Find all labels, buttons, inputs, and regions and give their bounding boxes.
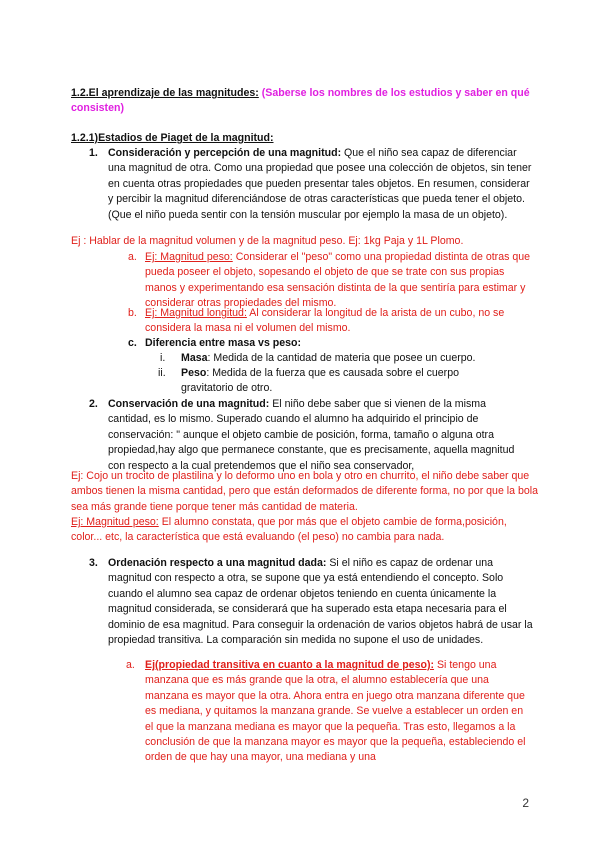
item-2-marker: 2.: [89, 398, 98, 410]
example-3-label: Ej: Magnitud peso:: [71, 516, 159, 528]
sub-3a-marker: a.: [126, 659, 135, 671]
sub-b-text: Al considerar la longitud de la arista de un cubo, no se considera la masa ni el volumen del mismo.: [145, 307, 505, 335]
item-2: [108, 397, 523, 474]
item-3-title: Ordenación respecto a una magnitud dada:: [108, 557, 327, 569]
sub-c-ii-text: : Medida de la fuerza que es causada sobre el cuerpo gravitatorio de otro.: [181, 367, 459, 395]
item-1: [108, 146, 533, 223]
sub-c-i-text: : Medida de la cantidad de materia que posee un cuerpo.: [207, 352, 476, 364]
sub-3a-label: Ej(propiedad transitiva en cuanto a la magnitud de peso):: [145, 659, 435, 671]
example-1: Ej : Hablar de la magnitud volumen y de la magnitud peso. Ej: 1kg Paja y 1L Plomo.: [71, 235, 464, 247]
sub-a: [145, 250, 535, 312]
sub-c-title: Diferencia entre masa vs peso:: [145, 337, 302, 349]
example-3: [71, 515, 526, 546]
item-3-text: Si el niño es capaz de ordenar una magnitud con respecto a otra, se supone que ya está entendiendo el concepto. Solo cuando el alumno sea capaz de ordenar objetos teniendo en cuenta únicamente la magnitud considerada, se considerará que ha superado esta etapa necesaria para el dominio de esa magnitud. Para conseguir la ordenación de varios objetos habrá de usar la propiedad transitiva. La comparación sin medida no supone el uso de unidades.: [108, 557, 533, 647]
sub-c-ii-term: Peso: [181, 367, 207, 379]
page-number: 2: [522, 796, 529, 810]
item-1-marker: 1.: [89, 147, 98, 159]
heading-title: 1.2.El aprendizaje de las magnitudes:: [71, 87, 259, 99]
sub-c-i: [181, 351, 535, 366]
example-2: Ej: Cojo un trocito de plastilina y lo deformo uno en bola y otro en churrito, el niño debe saber que ambos tienen la misma cantidad, pero que están deformados de diferente forma, no por que la bola sea más grande tiene porque tener más cantidad de materia.: [71, 470, 538, 513]
sub-3a: [145, 658, 533, 766]
sub-c-marker: c.: [128, 337, 137, 349]
sub-b-marker: b.: [128, 307, 137, 319]
sub-b-label: Ej: Magnitud longitud:: [145, 307, 247, 319]
sub-b: [145, 306, 535, 337]
sub-3a-text: Si tengo una manzana que es más grande que la otra, el alumno establecería que una manzana es mayor que la otra. Ahora entra en juego otra manzana diferente que es mediana, y quitamos la manzana grande. Se vuelve a establecer un orden en el que la manzana mediana es mayor que la pequeña. Tras esto, llegamos a la conclusión de que la manzana mayor es mayor que la pequeña, estableciendo el orden de que hay una mayor, una mediana y una: [145, 659, 526, 764]
sub-a-text: Considerar el "peso" como una propiedad distinta de otras que pueda poseer el objeto, sopesando el objeto de que se trate con sus propias manos y experimentando esa sensación distinta de la que sentiría para estimar y considerar otras propiedades del mismo.: [145, 251, 531, 310]
sub-a-label: Ej: Magnitud peso:: [145, 251, 233, 263]
heading-note: (Saberse los nombres de los estudios y saber en qué consisten): [71, 87, 530, 115]
item-2-text: El niño debe saber que si vienen de la misma cantidad, es lo mismo. Superado cuando el alumno ha adquirido el principio de conservación: " aunque el objeto cambie de posición, forma, tamaño o alguna otra propiedad,hay algo que permanece constante, que es precisamente, aquella magnitud con respecto a la cual pretendemos que el niño sea conservador,: [108, 398, 515, 472]
item-3-marker: 3.: [89, 557, 98, 569]
item-3: [108, 556, 535, 648]
example-3-text: El alumno constata, que por más que el objeto cambie de forma,posición, color... etc, la característica que está evaluando (el peso) no cambia para nada.: [71, 516, 507, 544]
sub-c-ii-marker: ii.: [158, 367, 166, 379]
item-1-text: Que el niño sea capaz de diferenciar una magnitud de otra. Como una propiedad que posee una colección de objetos, sin tener en cuenta otras propiedades que pueden presentar tales objetos. En resumen, considerar y percibir la magnitud diferenciándose de otras características que pueda tener el objeto. (Que el niño pueda sentir con la tensión muscular por ejemplo la masa de un objeto).: [108, 147, 532, 221]
item-1-title: Consideración y percepción de una magnitud:: [108, 147, 342, 159]
sub-a-marker: a.: [128, 251, 137, 263]
main-heading: [71, 86, 531, 117]
item-2-title: Conservación de una magnitud:: [108, 398, 270, 410]
sub-c-ii: [181, 366, 481, 397]
section-title: 1.2.1)Estadios de Piaget de la magnitud:: [71, 132, 274, 144]
sub-c-i-marker: i.: [160, 352, 166, 364]
sub-c-i-term: Masa: [181, 352, 208, 364]
